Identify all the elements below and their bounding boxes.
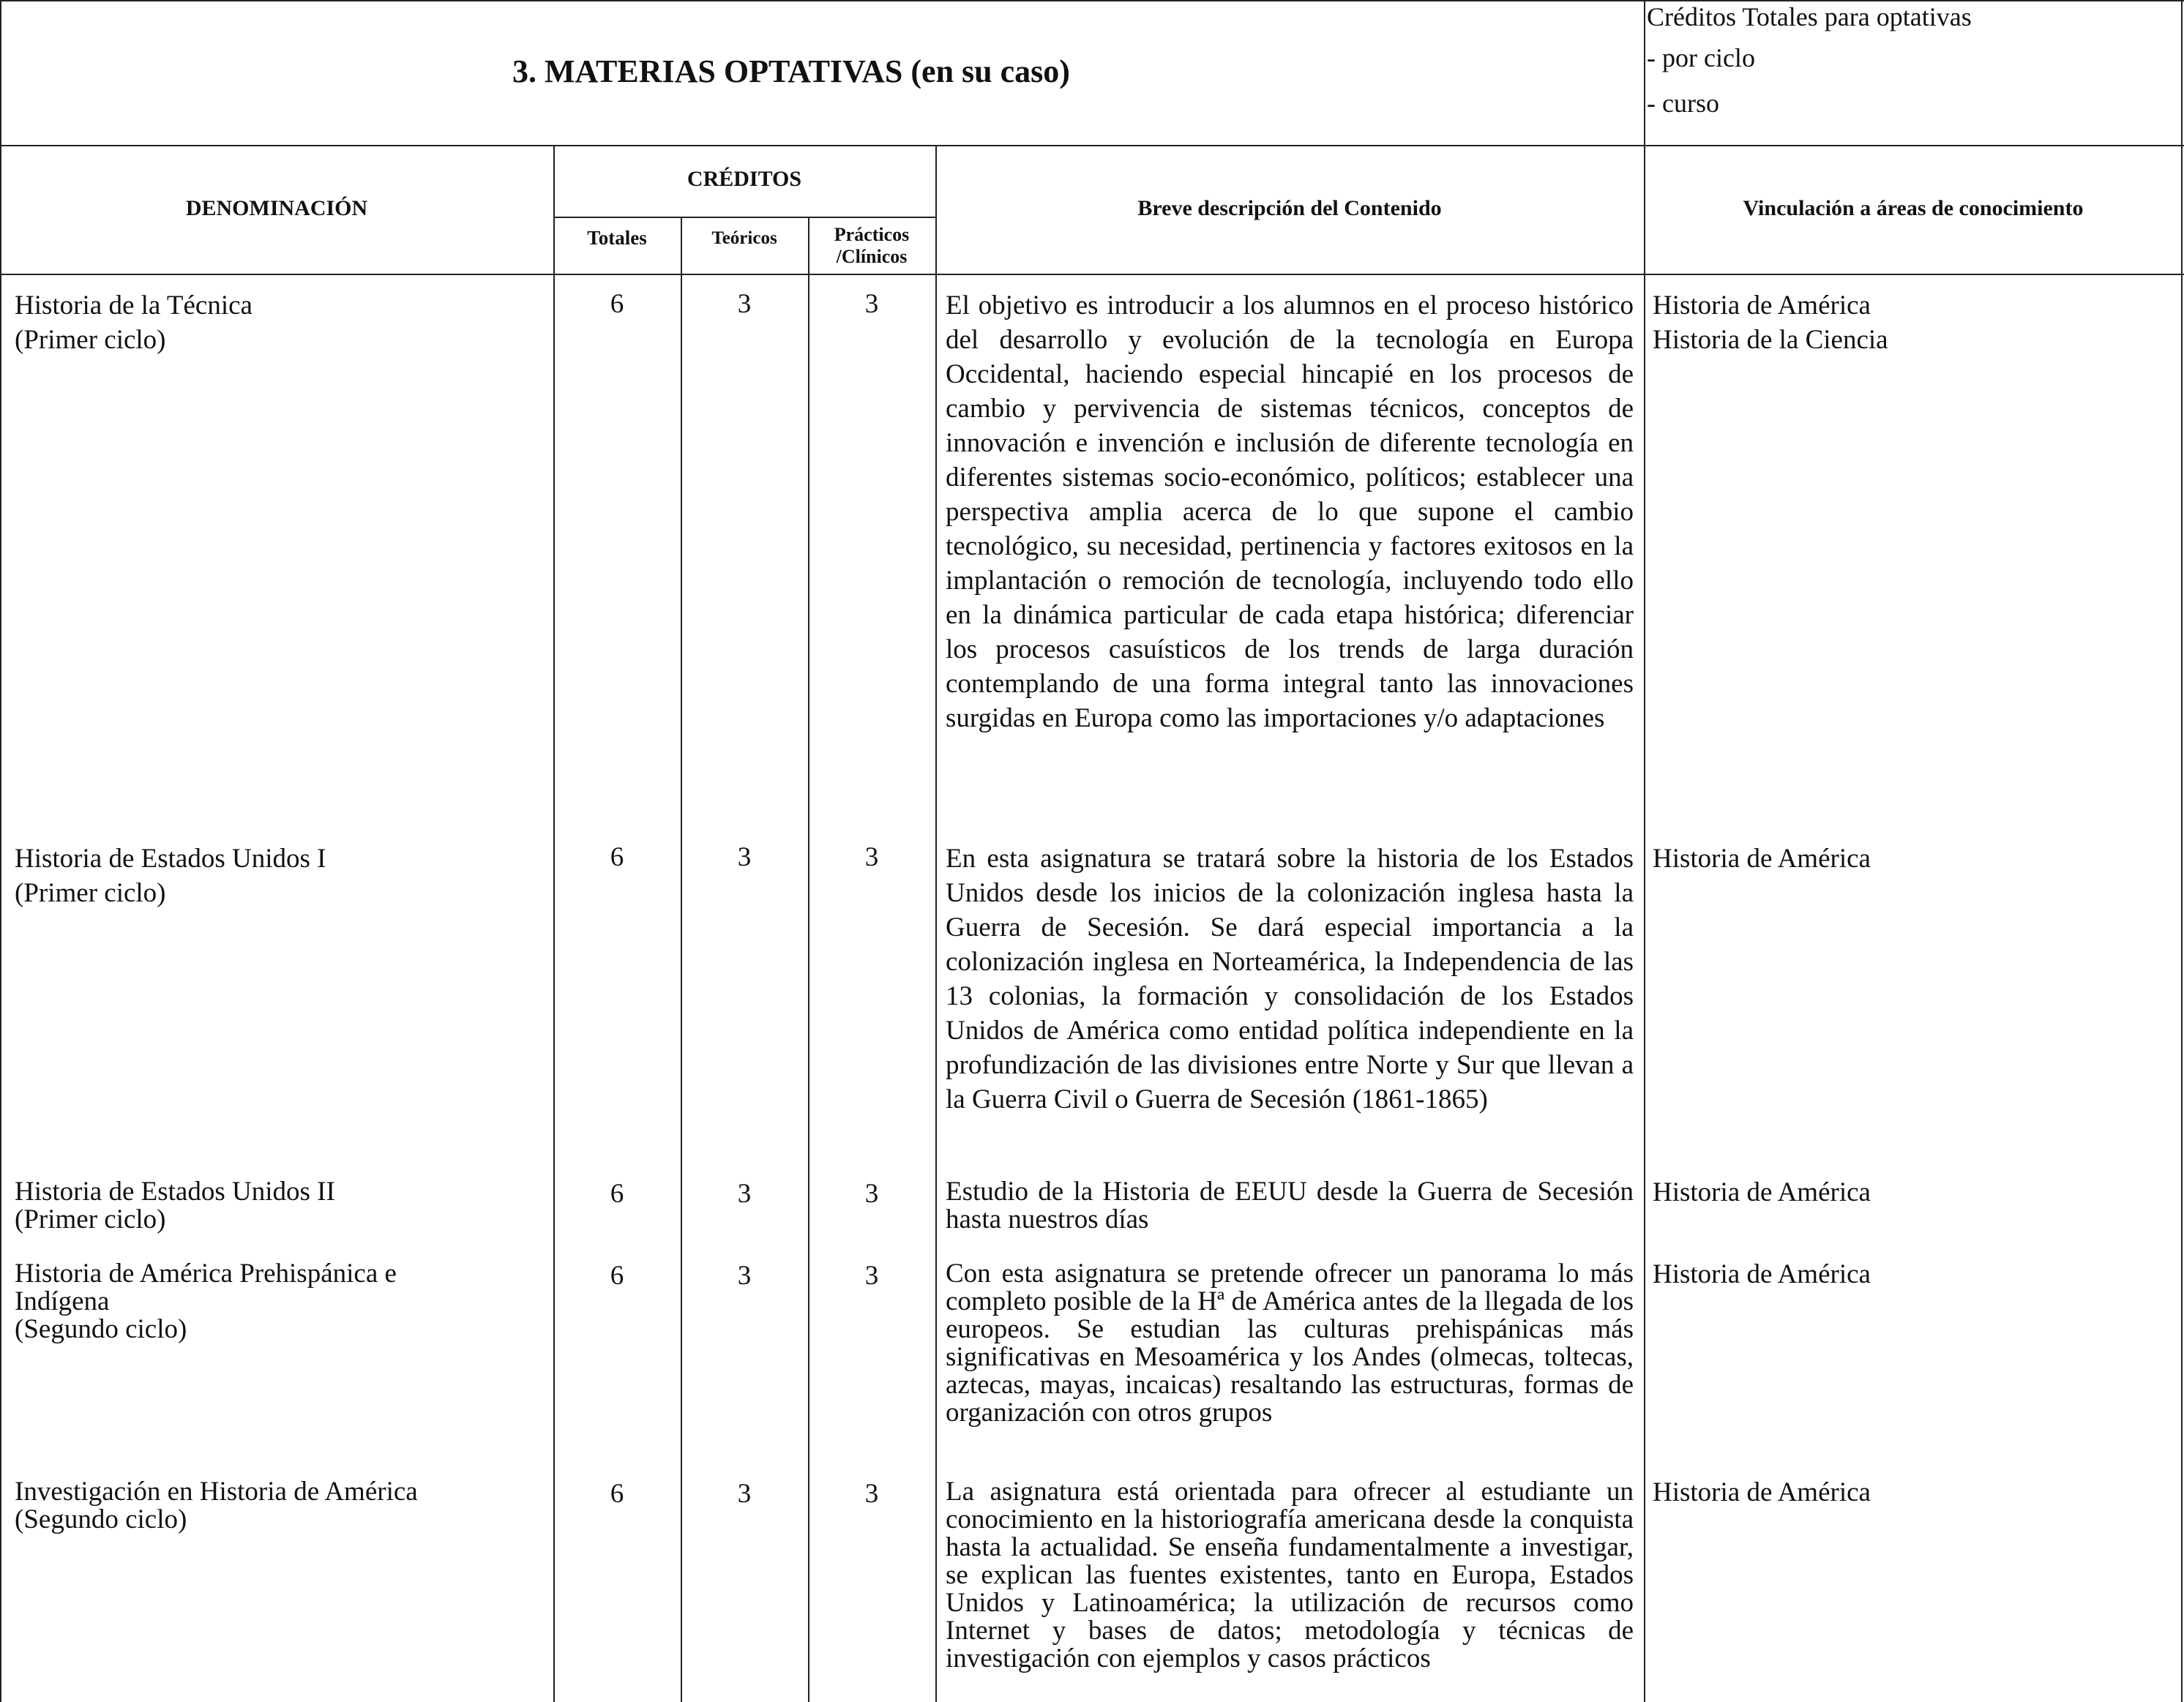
row-totales: 6 <box>610 1479 624 1509</box>
credits-total-heading: Créditos Totales para optativas <box>1647 2 1972 31</box>
col-header-practicos: Prácticos /Clínicos <box>834 224 910 267</box>
col-header-totales: Totales <box>587 227 647 249</box>
row-area: Historia de América <box>1653 290 1871 320</box>
rule-col-desc <box>935 145 937 1702</box>
row-teoricos: 3 <box>737 289 752 319</box>
rule-creditos-sub <box>553 217 935 218</box>
row-description: Estudio de la Historia de EEUU desde la Guerra de Secesión hasta nuestros días <box>946 1177 1634 1234</box>
row-name: Historia de Estados Unidos II <box>15 1177 335 1207</box>
rule-header-bottom <box>0 274 2184 275</box>
rule-title-bottom <box>0 145 2184 146</box>
rule-left <box>0 0 1 1702</box>
row-cycle: (Segundo ciclo) <box>15 1504 187 1534</box>
rule-col-teoricos <box>681 217 682 1702</box>
row-cycle: (Primer ciclo) <box>15 1204 166 1234</box>
col-header-descripcion: Breve descripción del Contenido <box>1137 196 1442 220</box>
row-name: Investigación en Historia de América <box>15 1477 418 1507</box>
row-name: Historia de Estados Unidos I <box>15 844 326 874</box>
row-teoricos: 3 <box>737 1479 752 1509</box>
rule-col-areas <box>1644 0 1645 1702</box>
row-totales: 6 <box>610 842 624 872</box>
row-totales: 6 <box>610 289 624 319</box>
row-description: En esta asignatura se tratará sobre la historia de los Estados Unidos desde los inicios de la colonización inglesa hasta la Guerra de Secesión. Se dará especial importancia a la colonización inglesa en Norteamérica, la Independencia de las 13 colonias, la formación y consolidación de los Estados Unidos de América como entidad política independiente en la profundización de las divisiones entre Norte y Sur que llevan a la Guerra Civil o Guerra de Secesión (1861-1865) <box>946 844 1634 1114</box>
row-cycle: (Primer ciclo) <box>15 878 166 908</box>
col-header-denominacion: DENOMINACIÓN <box>185 196 368 220</box>
row-teoricos: 3 <box>737 842 752 872</box>
rule-right <box>2181 0 2183 1702</box>
credits-total-line1: - por ciclo <box>1647 43 1755 72</box>
credits-total-line2: - curso <box>1647 89 1719 118</box>
row-description: Con esta asignatura se pretende ofrecer un panorama lo más completo posible de la Hª de América antes de la llegada de los europeos. Se estudian las culturas prehispánicas más significativas en Mesoamérica y los Andes (olmecas, toltecas, aztecas, mayas, incaicas) resaltando las estructuras, formas de organización con otros grupos <box>946 1259 1634 1428</box>
row-teoricos: 3 <box>737 1261 752 1291</box>
row-area: Historia de la Ciencia <box>1653 325 1888 355</box>
rule-col-practicos <box>808 217 809 1702</box>
row-teoricos: 3 <box>737 1179 752 1209</box>
row-area: Historia de América <box>1653 1259 1871 1289</box>
row-area: Historia de América <box>1653 1477 1871 1507</box>
row-area: Historia de América <box>1653 1177 1871 1207</box>
page-title: 3. MATERIAS OPTATIVAS (en su caso) <box>512 53 1070 89</box>
col-header-vinculacion: Vinculación a áreas de conocimiento <box>1743 196 2084 220</box>
row-name: Historia de América Prehispánica e Indígena <box>15 1259 397 1316</box>
row-totales: 6 <box>610 1179 624 1209</box>
row-cycle: (Primer ciclo) <box>15 325 166 355</box>
row-practicos: 3 <box>864 1479 879 1509</box>
rule-col-totales <box>553 145 555 1702</box>
col-header-creditos: CRÉDITOS <box>687 167 802 191</box>
col-header-teoricos: Teóricos <box>711 228 777 248</box>
row-practicos: 3 <box>864 289 879 319</box>
row-practicos: 3 <box>864 842 879 872</box>
row-practicos: 3 <box>864 1261 879 1291</box>
row-totales: 6 <box>610 1261 624 1291</box>
row-name: Historia de la Técnica <box>15 290 253 320</box>
row-description: El objetivo es introducir a los alumnos en el proceso histórico del desarrollo y evolución de la tecnología en Europa Occidental, haciendo especial hincapié en los procesos de cambio y pervivencia de sistemas técnicos, conceptos de innovación e invención e inclusión de diferente tecnología en diferentes sistemas socio-económico, políticos; establecer una perspectiva amplia acerca de lo que supone el cambio tecnológico, su necesidad, pertinencia y factores exitosos en la implantación o remoción de tecnología, incluyendo todo ello en la dinámica particular de cada etapa histórica; diferenciar los procesos casuísticos de los trends de larga duración contemplando de una forma integral tanto las innovaciones surgidas en Europa como las importaciones y/o adaptaciones <box>946 290 1634 733</box>
row-cycle: (Segundo ciclo) <box>15 1314 187 1344</box>
row-description: La asignatura está orientada para ofrecer al estudiante un conocimiento en la historiografía americana desde la conquista hasta la actualidad. Se enseña fundamentalmente a investigar, se explican las fuentes existentes, tanto en Europa, Estados Unidos y Latinoamérica; la utilización de recursos como Internet y bases de datos; metodología y técnicas de investigación con ejemplos y casos prácticos <box>946 1477 1634 1673</box>
row-area: Historia de América <box>1653 844 1871 874</box>
row-practicos: 3 <box>864 1179 879 1209</box>
